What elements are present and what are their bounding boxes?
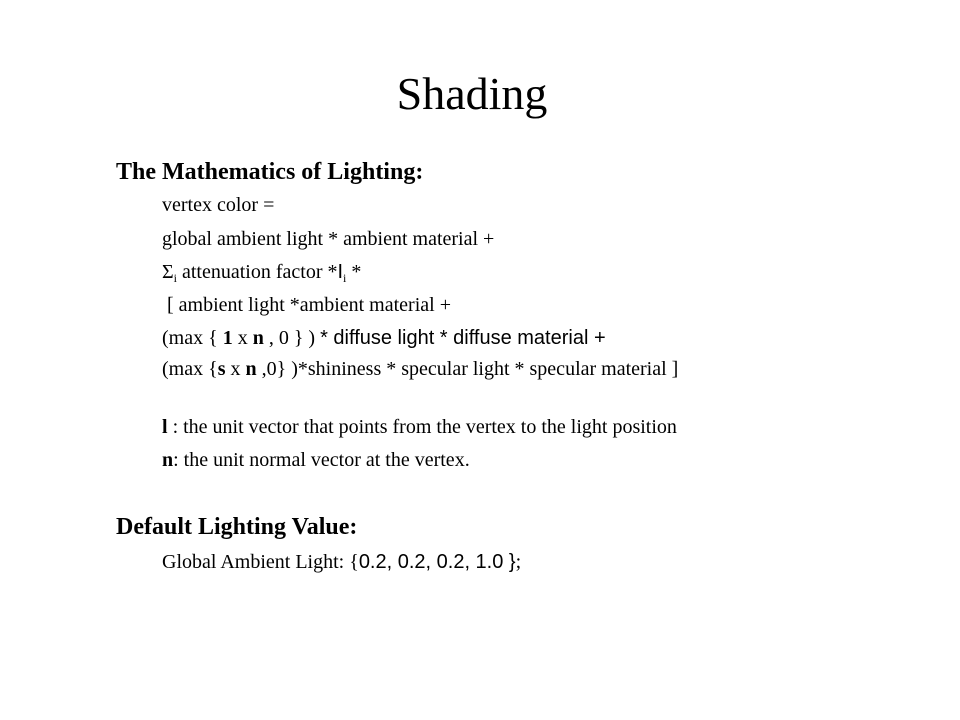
line-diffuse [162,325,606,351]
diffuse-bold-n: n [252,327,264,349]
l-definition-text: : the unit vector that points from the vertex to the light position [167,416,677,438]
diffuse-text-b: x [232,327,253,349]
global-ambient-label: Global Ambient Light: { [162,551,359,573]
n-bold: n [162,449,174,471]
diffuse-text-d: * diffuse light * diffuse material + [320,327,606,349]
specular-text-b: x [225,358,246,380]
specular-bold-s: s [217,358,226,380]
summation-text-b: * [346,261,362,283]
section-heading-default-lighting: Default Lighting Value: [116,514,358,540]
section-heading-mathematics: The Mathematics of Lighting: [116,159,424,185]
line-specular [162,356,678,382]
line-l-definition [162,414,677,440]
n-definition-text: : the unit normal vector at the vertex. [173,449,470,471]
global-ambient-values: 0.2, 0.2, 0.2, 1.0 } [358,551,516,573]
specular-text-c: ,0} )*shininess * specular light * specular material ] [256,358,679,380]
diffuse-text-c: , 0 } ) [263,327,321,349]
line-global-ambient-value [162,549,521,575]
line-global-ambient: global ambient light * ambient material + [162,228,495,250]
line-n-definition [162,447,470,473]
line-vertex-color: vertex color = [162,194,275,216]
line-bracket-ambient: [ ambient light *ambient material + [162,294,451,316]
global-ambient-end: ; [515,551,522,573]
slide-title: Shading [396,68,548,119]
intensity-subscript: i [343,271,347,285]
summation-text-a: attenuation factor * [176,261,338,283]
diffuse-text-a: (max { [162,327,223,349]
sigma-subscript: i [173,271,177,285]
diffuse-bold-one: 1 [222,327,233,349]
intensity-symbol: I [337,261,344,283]
sigma-symbol: Σ [162,261,174,283]
l-bold: l [162,416,168,438]
line-summation [162,259,361,285]
specular-text-a: (max { [162,358,218,380]
specular-bold-n: n [245,358,257,380]
